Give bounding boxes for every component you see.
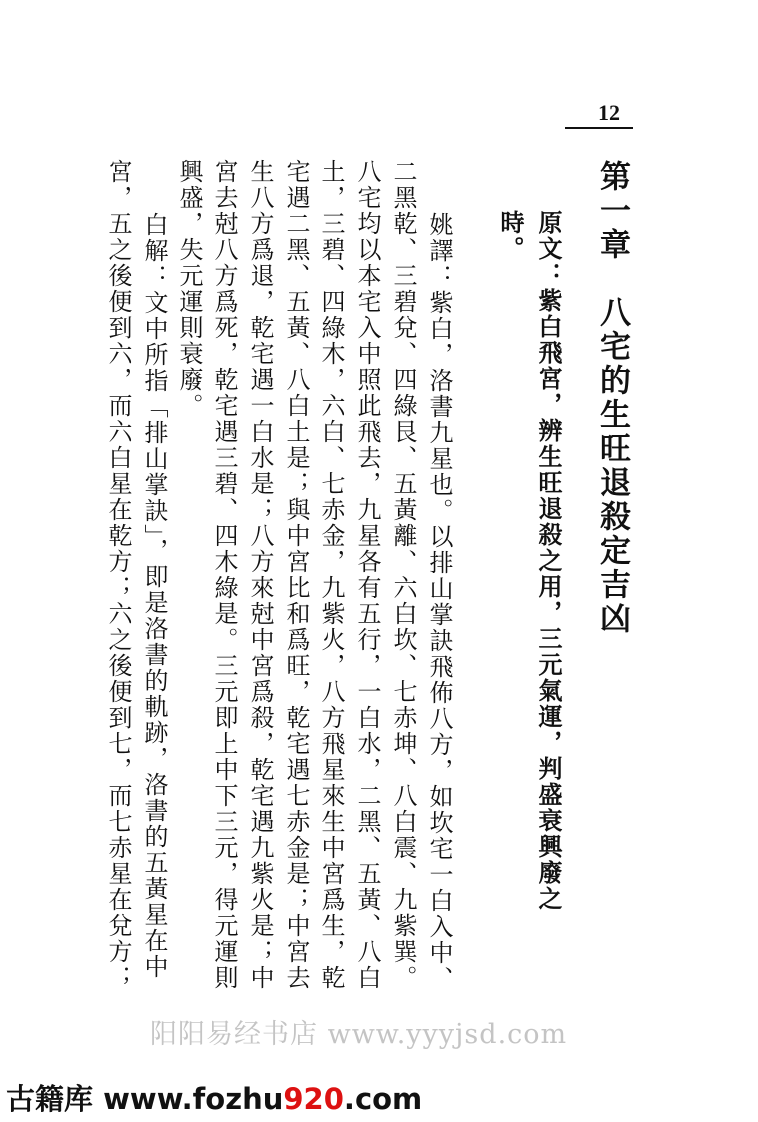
translation-line-7: 宮去尅八方爲死，乾宅遇三碧、四木綠是。三元即上中下三元，得元運則 [210, 159, 238, 991]
translation-line-6: 生八方爲退，乾宅遇一白水是；八方來尅中宮爲殺，乾宅遇九紫火是；中 [246, 159, 274, 991]
footer-site-name: 古籍库 [6, 1082, 94, 1116]
footer-url-number: 920 [283, 1082, 344, 1116]
explanation-line-1: 白解：文中所指「排山掌訣」，即是洛書的軌跡，洛書的五黃星在中 [140, 212, 168, 980]
translation-line-8: 興盛，失元運則衰廢。 [175, 159, 203, 419]
translation-line-2: 二黑乾、三碧兌、四綠艮、五黃離、六白坎、七赤坤、八白震、九紫巽。 [389, 159, 417, 991]
original-text-line-2: 時。 [496, 210, 524, 262]
footer-site [6, 1077, 422, 1118]
header-rule [565, 127, 633, 129]
watermark: 阳阳易经书店 www.yyyjsd.com [150, 1019, 568, 1050]
page-number: 12 [598, 100, 620, 125]
original-text-line-1-body: 紫白飛宮，辨生旺退殺之用，三元氣運，判盛衰興廢之 [534, 288, 562, 912]
footer-url-prefix: www.fozhu [103, 1082, 284, 1116]
footer-url-suffix: .com [343, 1082, 423, 1116]
translation-line-5: 宅遇二黑、五黃、八白土是；與中宮比和爲旺，乾宅遇七赤金是；中宮去 [282, 159, 310, 991]
chapter-title: 第一章 八宅的生旺退殺定吉凶 [594, 160, 630, 636]
original-text-label: 原文： [534, 210, 562, 288]
explanation-line-2: 宮，五之後便到六，而六白星在乾方；六之後便到七，而七赤星在兌方； [104, 159, 132, 991]
translation-line-4: 土，三碧、四綠木，六白、七赤金，九紫火，八方飛星來生中宮爲生，乾 [317, 159, 345, 991]
original-text-line-1 [536, 210, 560, 912]
translation-line-3: 八宅均以本宅入中照此飛去，九星各有五行，一白水，二黑、五黃、八白 [353, 159, 381, 991]
translation-line-1: 姚譯：紫白，洛書九星也。以排山掌訣飛佈八方，如坎宅一白入中、 [425, 212, 453, 992]
